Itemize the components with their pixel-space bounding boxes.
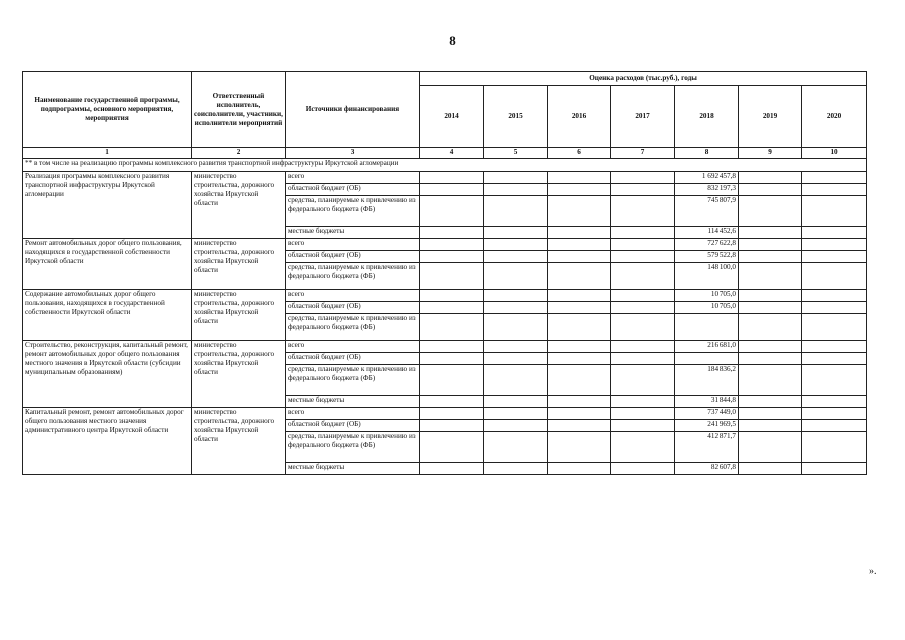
- value-2018-cell: 737 449,0: [675, 408, 739, 420]
- header-year: 2015: [484, 86, 548, 148]
- empty-value-cell: [484, 463, 548, 475]
- value-2018-cell: 579 522,8: [675, 251, 739, 263]
- table-row: [23, 341, 867, 353]
- column-number: 7: [611, 148, 675, 159]
- empty-value-cell: [548, 353, 611, 365]
- source-cell: всего: [286, 408, 420, 420]
- source-cell: средства, планируемые к привлечению из федерального бюджета (ФБ): [286, 196, 420, 227]
- empty-value-cell: [420, 396, 484, 408]
- empty-value-cell: [484, 196, 548, 227]
- section-title: ** в том числе на реализацию программы комплексного развития транспортной инфраструктуры Иркутской агломерации: [23, 159, 867, 172]
- empty-value-cell: [802, 432, 867, 463]
- empty-value-cell: [548, 365, 611, 396]
- empty-value-cell: [420, 251, 484, 263]
- source-cell: всего: [286, 290, 420, 302]
- program-name-cell: Реализация программы комплексного развития транспортной инфраструктуры Иркутской агломерации: [23, 172, 192, 239]
- empty-value-cell: [802, 172, 867, 184]
- table-row: [23, 290, 867, 302]
- source-cell: средства, планируемые к привлечению из федерального бюджета (ФБ): [286, 263, 420, 290]
- empty-value-cell: [420, 263, 484, 290]
- empty-value-cell: [802, 420, 867, 432]
- empty-value-cell: [420, 172, 484, 184]
- empty-value-cell: [611, 196, 675, 227]
- empty-value-cell: [548, 290, 611, 302]
- empty-value-cell: [739, 263, 802, 290]
- source-cell: областной бюджет (ОБ): [286, 353, 420, 365]
- empty-value-cell: [802, 396, 867, 408]
- empty-value-cell: [611, 432, 675, 463]
- empty-value-cell: [420, 365, 484, 396]
- empty-value-cell: [802, 196, 867, 227]
- empty-value-cell: [739, 408, 802, 420]
- header-sources: Источники финансирования: [286, 72, 420, 148]
- empty-value-cell: [548, 302, 611, 314]
- empty-value-cell: [420, 420, 484, 432]
- section-row: [23, 159, 867, 172]
- header-executor: Ответственный исполнитель, соисполнители, участники, исполнители мероприятий: [192, 72, 286, 148]
- empty-value-cell: [420, 341, 484, 353]
- empty-value-cell: [548, 314, 611, 341]
- value-2018-cell: 10 705,0: [675, 290, 739, 302]
- empty-value-cell: [611, 263, 675, 290]
- empty-value-cell: [548, 184, 611, 196]
- empty-value-cell: [802, 251, 867, 263]
- empty-value-cell: [611, 463, 675, 475]
- value-2018-cell: 832 197,3: [675, 184, 739, 196]
- column-number: 6: [548, 148, 611, 159]
- header-year: 2018: [675, 86, 739, 148]
- empty-value-cell: [611, 227, 675, 239]
- empty-value-cell: [484, 290, 548, 302]
- empty-value-cell: [420, 432, 484, 463]
- value-2018-cell: 10 705,0: [675, 302, 739, 314]
- value-2018-cell: [675, 353, 739, 365]
- empty-value-cell: [802, 227, 867, 239]
- header-year: 2019: [739, 86, 802, 148]
- empty-value-cell: [484, 432, 548, 463]
- program-name-cell: Капитальный ремонт, ремонт автомобильных дорог общего пользования местного значения административного центра Иркутской области: [23, 408, 192, 475]
- empty-value-cell: [611, 408, 675, 420]
- executor-cell: министерство строительства, дорожного хозяйства Иркутской области: [192, 341, 286, 408]
- empty-value-cell: [484, 184, 548, 196]
- executor-cell: министерство строительства, дорожного хозяйства Иркутской области: [192, 239, 286, 290]
- program-name-cell: Ремонт автомобильных дорог общего пользования, находящихся в государственной собственности Иркутской области: [23, 239, 192, 290]
- value-2018-cell: 1 692 457,8: [675, 172, 739, 184]
- program-name-cell: Содержание автомобильных дорог общего пользования, находящихся в государственной собственности Иркутской области: [23, 290, 192, 341]
- executor-cell: министерство строительства, дорожного хозяйства Иркутской области: [192, 172, 286, 239]
- empty-value-cell: [739, 290, 802, 302]
- empty-value-cell: [484, 365, 548, 396]
- empty-value-cell: [420, 353, 484, 365]
- source-cell: областной бюджет (ОБ): [286, 420, 420, 432]
- executor-cell: министерство строительства, дорожного хозяйства Иркутской области: [192, 408, 286, 475]
- empty-value-cell: [802, 463, 867, 475]
- empty-value-cell: [548, 239, 611, 251]
- empty-value-cell: [739, 365, 802, 396]
- empty-value-cell: [548, 408, 611, 420]
- empty-value-cell: [739, 227, 802, 239]
- empty-value-cell: [611, 290, 675, 302]
- empty-value-cell: [739, 196, 802, 227]
- empty-value-cell: [802, 290, 867, 302]
- empty-value-cell: [484, 302, 548, 314]
- empty-value-cell: [548, 172, 611, 184]
- empty-value-cell: [611, 341, 675, 353]
- empty-value-cell: [611, 302, 675, 314]
- empty-value-cell: [802, 263, 867, 290]
- column-number: 5: [484, 148, 548, 159]
- page-number: 8: [449, 33, 456, 48]
- value-2018-cell: 727 622,8: [675, 239, 739, 251]
- empty-value-cell: [802, 184, 867, 196]
- empty-value-cell: [739, 172, 802, 184]
- empty-value-cell: [739, 302, 802, 314]
- source-cell: областной бюджет (ОБ): [286, 184, 420, 196]
- value-2018-cell: 216 681,0: [675, 341, 739, 353]
- empty-value-cell: [420, 314, 484, 341]
- empty-value-cell: [802, 239, 867, 251]
- source-cell: местные бюджеты: [286, 227, 420, 239]
- empty-value-cell: [484, 263, 548, 290]
- empty-value-cell: [802, 302, 867, 314]
- value-2018-cell: 412 871,7: [675, 432, 739, 463]
- source-cell: средства, планируемые к привлечению из федерального бюджета (ФБ): [286, 365, 420, 396]
- empty-value-cell: [548, 463, 611, 475]
- empty-value-cell: [802, 408, 867, 420]
- executor-cell: министерство строительства, дорожного хозяйства Иркутской области: [192, 290, 286, 341]
- source-cell: всего: [286, 172, 420, 184]
- header-year: 2014: [420, 86, 484, 148]
- empty-value-cell: [484, 314, 548, 341]
- empty-value-cell: [611, 239, 675, 251]
- empty-value-cell: [548, 420, 611, 432]
- empty-value-cell: [420, 302, 484, 314]
- empty-value-cell: [802, 314, 867, 341]
- empty-value-cell: [484, 408, 548, 420]
- empty-value-cell: [611, 251, 675, 263]
- empty-value-cell: [548, 227, 611, 239]
- column-numbers-row: [23, 148, 867, 159]
- empty-value-cell: [548, 341, 611, 353]
- empty-value-cell: [611, 172, 675, 184]
- value-2018-cell: 31 844,8: [675, 396, 739, 408]
- empty-value-cell: [802, 365, 867, 396]
- value-2018-cell: 148 100,0: [675, 263, 739, 290]
- value-2018-cell: 184 836,2: [675, 365, 739, 396]
- source-cell: всего: [286, 239, 420, 251]
- source-cell: всего: [286, 341, 420, 353]
- empty-value-cell: [484, 227, 548, 239]
- source-cell: областной бюджет (ОБ): [286, 302, 420, 314]
- column-number: 9: [739, 148, 802, 159]
- empty-value-cell: [611, 365, 675, 396]
- empty-value-cell: [484, 353, 548, 365]
- empty-value-cell: [484, 251, 548, 263]
- empty-value-cell: [484, 239, 548, 251]
- table-row: [23, 239, 867, 251]
- header-year: 2020: [802, 86, 867, 148]
- column-number: 10: [802, 148, 867, 159]
- empty-value-cell: [548, 251, 611, 263]
- header-expenses: Оценка расходов (тыс.руб.), годы: [420, 72, 867, 86]
- value-2018-cell: [675, 314, 739, 341]
- empty-value-cell: [420, 463, 484, 475]
- empty-value-cell: [420, 239, 484, 251]
- empty-value-cell: [484, 341, 548, 353]
- empty-value-cell: [484, 396, 548, 408]
- empty-value-cell: [739, 396, 802, 408]
- empty-value-cell: [611, 314, 675, 341]
- empty-value-cell: [739, 341, 802, 353]
- empty-value-cell: [611, 184, 675, 196]
- column-number: 3: [286, 148, 420, 159]
- empty-value-cell: [420, 408, 484, 420]
- column-number: 1: [23, 148, 192, 159]
- source-cell: местные бюджеты: [286, 463, 420, 475]
- column-number: 4: [420, 148, 484, 159]
- empty-value-cell: [739, 432, 802, 463]
- empty-value-cell: [484, 172, 548, 184]
- closing-quote: ».: [869, 566, 877, 577]
- source-cell: средства, планируемые к привлечению из федерального бюджета (ФБ): [286, 432, 420, 463]
- empty-value-cell: [420, 184, 484, 196]
- value-2018-cell: 241 969,5: [675, 420, 739, 432]
- table-row: [23, 172, 867, 184]
- table-row: [23, 408, 867, 420]
- empty-value-cell: [548, 196, 611, 227]
- header-program: Наименование государственной программы, подпрограммы, основного мероприятия, мероприятия: [23, 72, 192, 148]
- empty-value-cell: [420, 290, 484, 302]
- empty-value-cell: [739, 251, 802, 263]
- empty-value-cell: [739, 353, 802, 365]
- empty-value-cell: [802, 341, 867, 353]
- empty-value-cell: [611, 353, 675, 365]
- empty-value-cell: [611, 420, 675, 432]
- empty-value-cell: [739, 420, 802, 432]
- empty-value-cell: [548, 432, 611, 463]
- source-cell: областной бюджет (ОБ): [286, 251, 420, 263]
- source-cell: средства, планируемые к привлечению из федерального бюджета (ФБ): [286, 314, 420, 341]
- header-year: 2016: [548, 86, 611, 148]
- source-cell: местные бюджеты: [286, 396, 420, 408]
- empty-value-cell: [420, 196, 484, 227]
- empty-value-cell: [739, 184, 802, 196]
- empty-value-cell: [484, 420, 548, 432]
- empty-value-cell: [548, 396, 611, 408]
- value-2018-cell: 745 807,9: [675, 196, 739, 227]
- empty-value-cell: [548, 263, 611, 290]
- value-2018-cell: 114 452,6: [675, 227, 739, 239]
- table-body: [23, 159, 867, 475]
- empty-value-cell: [739, 239, 802, 251]
- column-number: 2: [192, 148, 286, 159]
- empty-value-cell: [611, 396, 675, 408]
- empty-value-cell: [739, 314, 802, 341]
- value-2018-cell: 82 607,8: [675, 463, 739, 475]
- column-number: 8: [675, 148, 739, 159]
- budget-table: [22, 71, 867, 475]
- empty-value-cell: [739, 463, 802, 475]
- empty-value-cell: [420, 227, 484, 239]
- empty-value-cell: [802, 353, 867, 365]
- header-year: 2017: [611, 86, 675, 148]
- program-name-cell: Строительство, реконструкция, капитальный ремонт, ремонт автомобильных дорог общего пользования местного значения в Иркутской области (субсидии муниципальным образованиям): [23, 341, 192, 408]
